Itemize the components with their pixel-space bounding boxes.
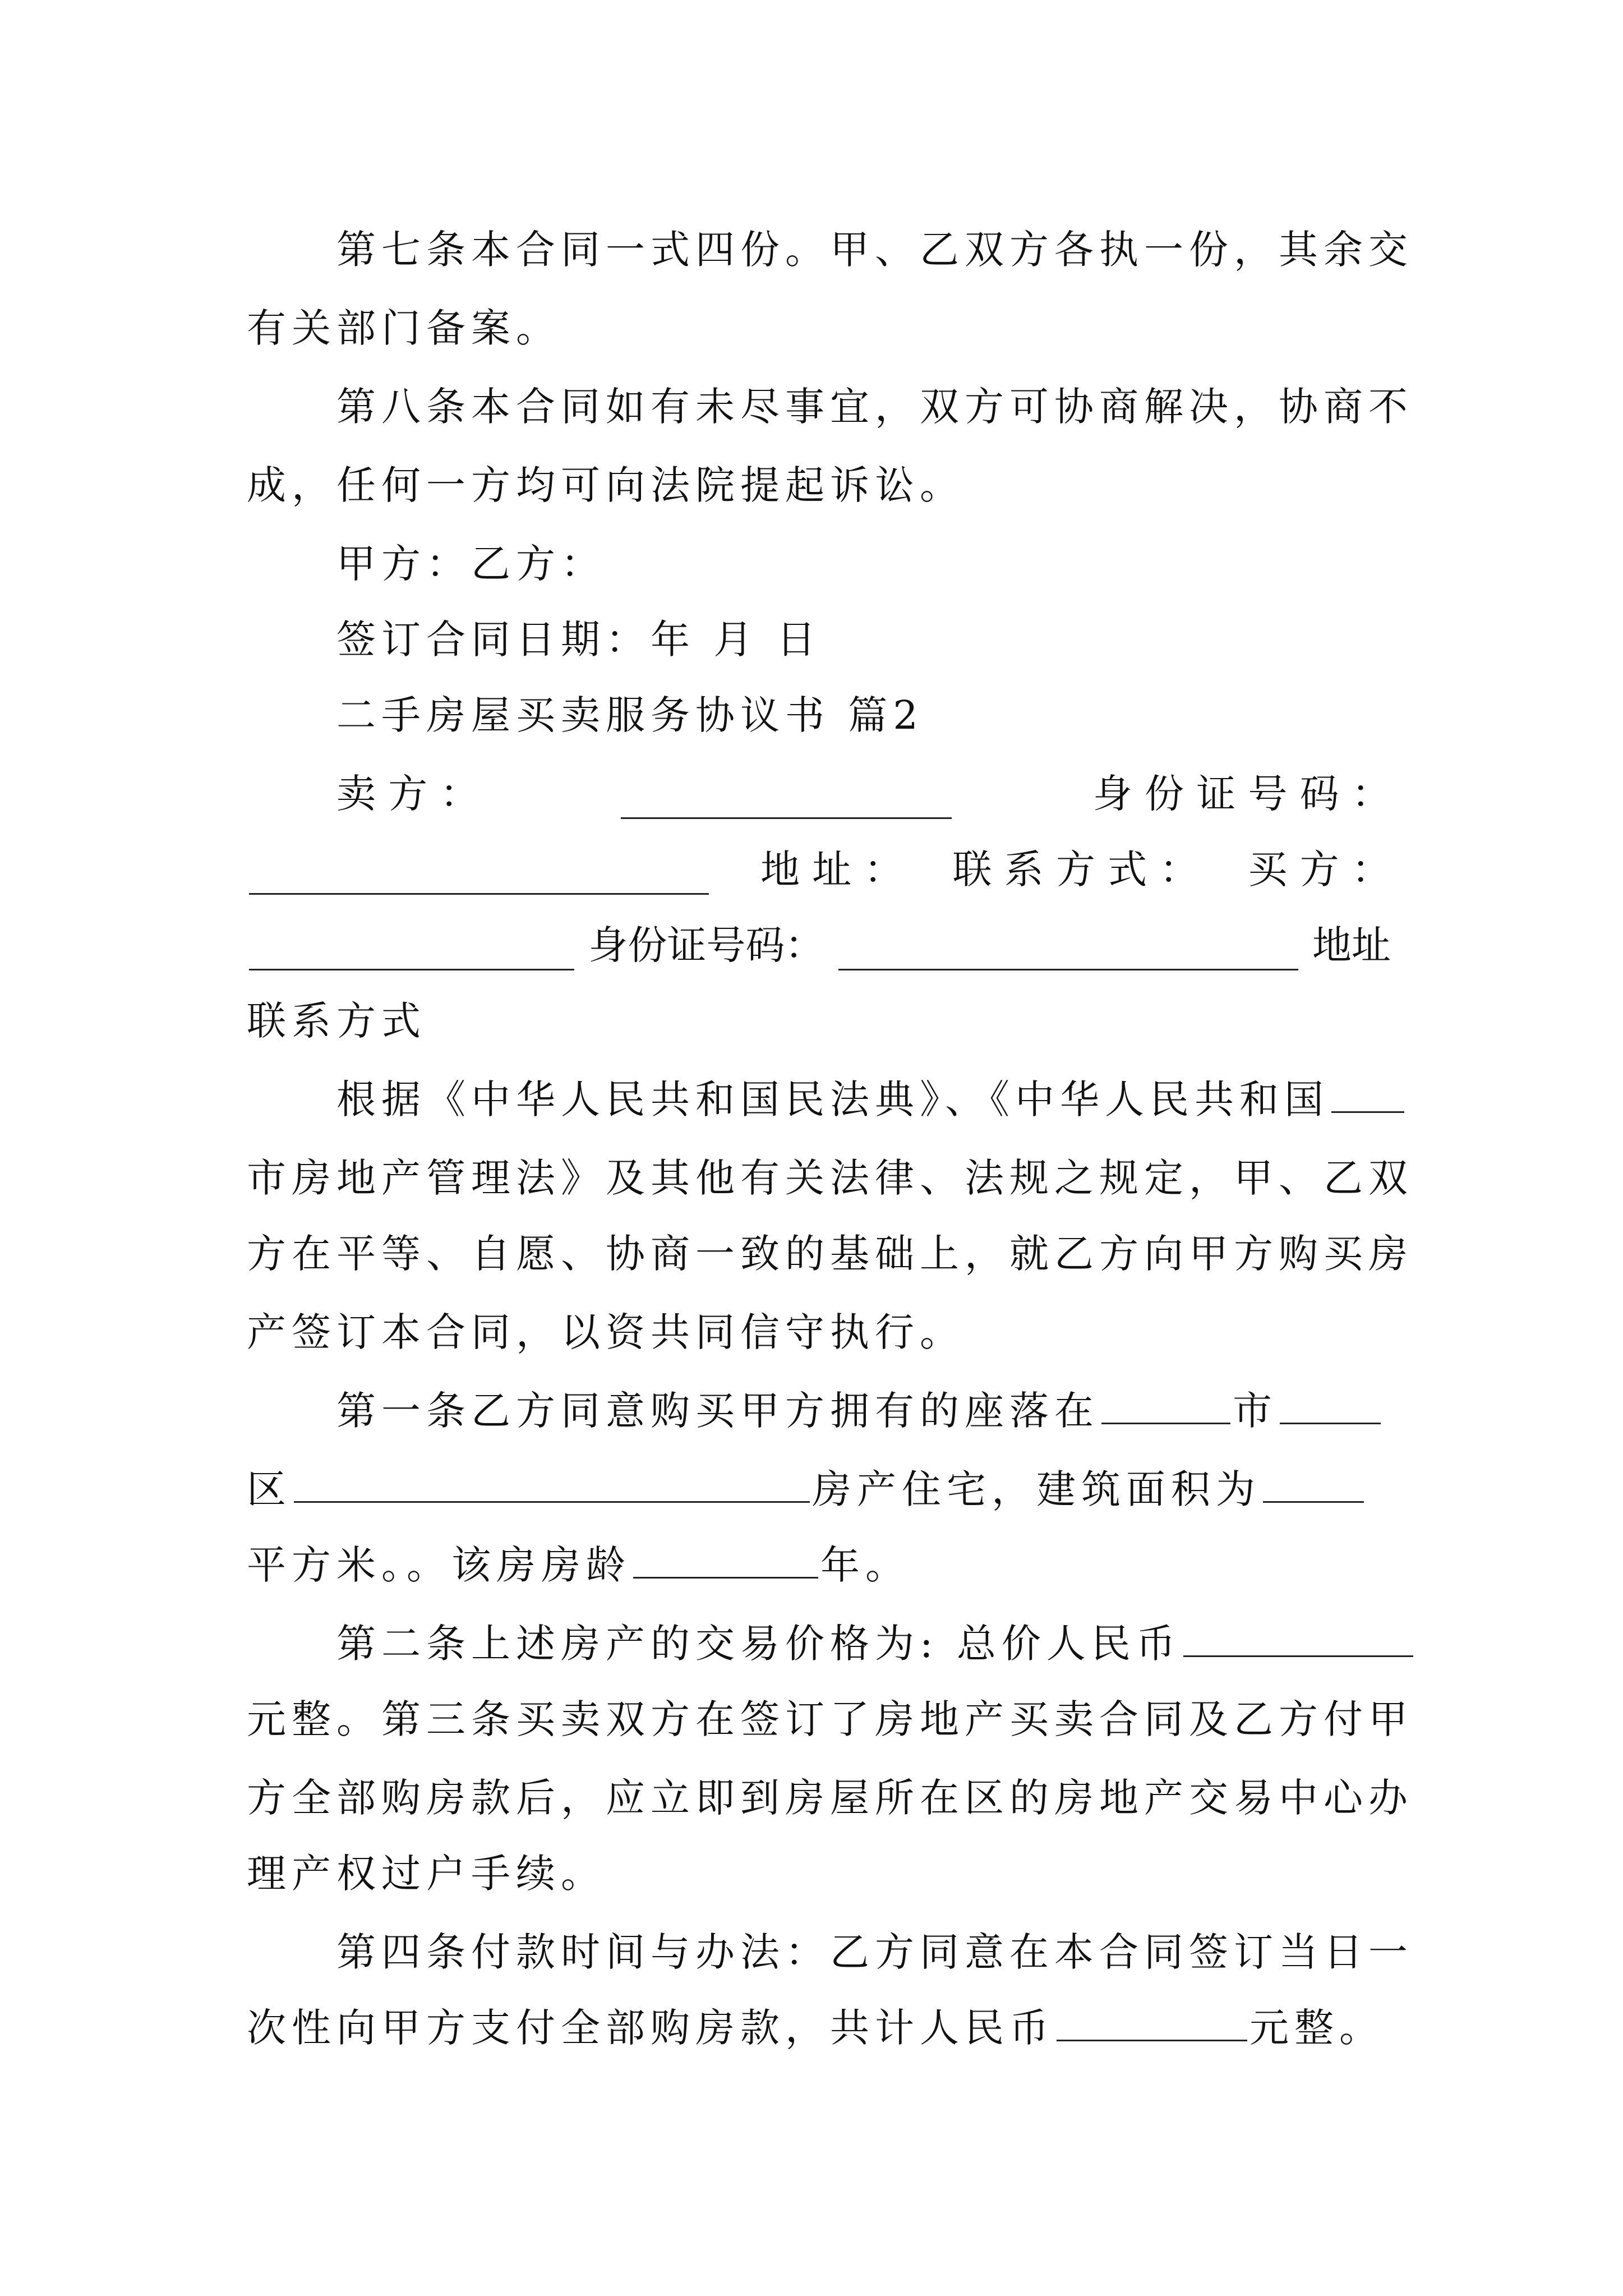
buyer-id-line (247, 920, 1391, 970)
article-4-text-1: 次性向甲方支付全部购房款，共计人民币 (247, 2005, 1054, 2051)
parties-line: 甲方：乙方： (336, 541, 606, 587)
seller-label: 卖 方 ： (336, 771, 479, 817)
buyer-id-label: 身份证号码： (588, 922, 824, 968)
article-1-text-4: 年。 (820, 1542, 910, 1588)
area-blank[interactable] (1263, 1464, 1364, 1503)
buyer-contact-line: 联系方式 (247, 998, 426, 1044)
article-1-text-2: 房产住宅，建筑面积为 (812, 1466, 1261, 1512)
city-blank-1[interactable] (1331, 1074, 1404, 1113)
article-7-line-2: 有关部门备案。 (247, 305, 561, 351)
age-blank[interactable] (633, 1540, 818, 1579)
article-4-line-2 (247, 2003, 1384, 2053)
address-contact-line (247, 844, 1391, 895)
article-1-line-1 (336, 1386, 1383, 1436)
article-8-line-1: 第八条本合同如有未尽事宜，双方可协商解决，协商不 (336, 384, 1413, 430)
buyer-label: 买 方 ： (1248, 846, 1391, 892)
basis-line-1-text: 根据《中华人民共和国民法典》、《中华人民共和国 (336, 1076, 1329, 1122)
payment-blank[interactable] (1057, 2003, 1247, 2041)
address-label: 地 址 ： (760, 846, 903, 892)
city-blank-2[interactable] (1101, 1386, 1230, 1424)
basis-line-4: 产签订本合同，以资共同信守执行。 (247, 1309, 965, 1355)
district-blank[interactable] (1280, 1386, 1381, 1424)
article-8-line-2: 成，任何一方均可向法院提起诉讼。 (247, 462, 965, 508)
article-2-line-1 (336, 1618, 1415, 1669)
address-blank[interactable] (294, 1464, 810, 1503)
article-1-district: 区 (247, 1466, 292, 1512)
seller-id-label: 身 份 证 号 码 ： (1092, 771, 1391, 817)
basis-line-1 (336, 1074, 1407, 1125)
article-4-text-2: 元整。 (1249, 2005, 1384, 2051)
seller-id-blank[interactable] (249, 856, 709, 895)
buyer-address-label: 地址 (1312, 922, 1391, 968)
article-3-line-2: 方全部购房款后，应立即到房屋所在区的房地产交易中心办 (247, 1775, 1413, 1821)
seller-line (336, 769, 1391, 819)
article-1-line-2 (247, 1464, 1366, 1515)
article-2-text: 第二条上述房产的交易价格为: 总价人民币 (336, 1621, 1181, 1667)
article-7-line-1: 第七条本合同一式四份。甲、乙双方各执一份，其余交 (336, 227, 1413, 273)
buyer-id-blank[interactable] (838, 932, 1298, 970)
basis-line-3: 方在平等、自愿、协商一致的基础上，就乙方向甲方购买房 (247, 1231, 1413, 1277)
article-4-line-1: 第四条付款时间与办法：乙方同意在本合同签订当日一 (336, 1929, 1413, 1975)
sign-date-line: 签订合同日期：年 月 日 (336, 616, 822, 662)
article-1-city: 市 (1233, 1388, 1278, 1434)
section-title: 二手房屋买卖服务协议书 篇2 (336, 692, 924, 738)
contact-label: 联 系 方 式 ： (952, 846, 1199, 892)
article-1-text-1: 第一条乙方同意购买甲方拥有的座落在 (336, 1388, 1099, 1434)
buyer-name-blank[interactable] (249, 932, 574, 970)
article-1-text-3: 平方米。。该房房龄 (247, 1542, 631, 1588)
article-3-line-3: 理产权过户手续。 (247, 1851, 606, 1897)
article-2-3-line: 元整。第三条买卖双方在签订了房地产买卖合同及乙方付甲 (247, 1696, 1413, 1742)
seller-blank[interactable] (621, 780, 952, 819)
basis-line-2: 市房地产管理法》及其他有关法律、法规之规定，甲、乙双 (247, 1155, 1413, 1201)
price-blank[interactable] (1183, 1618, 1413, 1657)
article-1-line-3 (247, 1540, 910, 1590)
